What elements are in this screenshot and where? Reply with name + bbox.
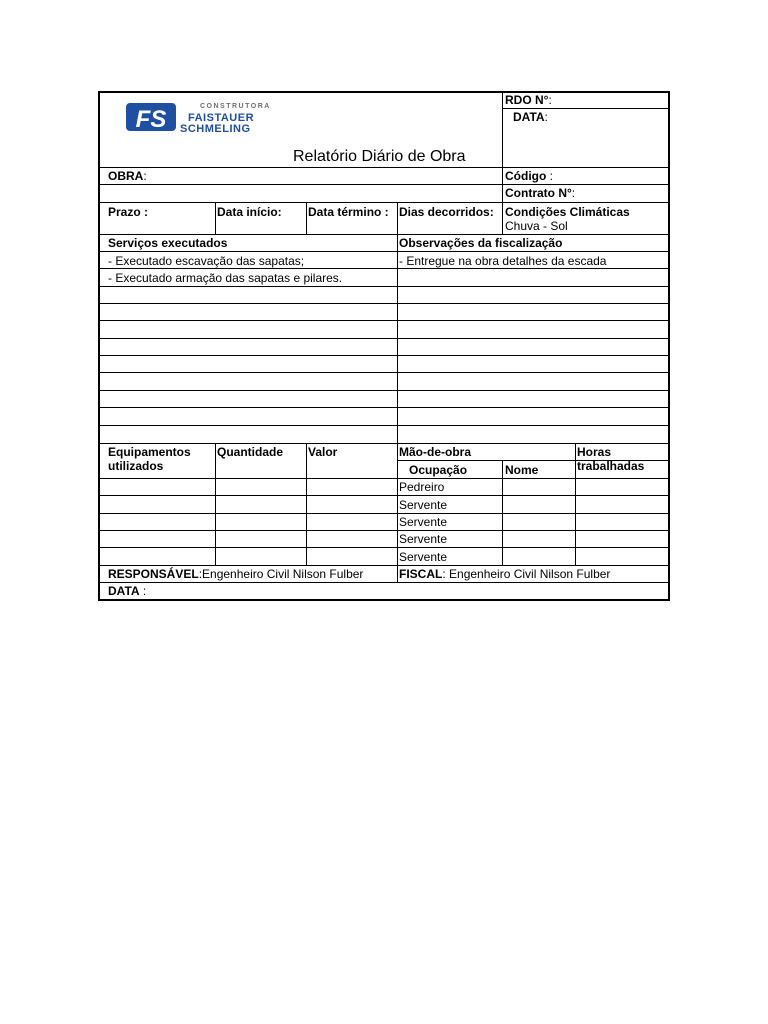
border-top bbox=[98, 91, 670, 93]
ocupacao-cell: Servente bbox=[399, 515, 448, 529]
obra-label: OBRA bbox=[108, 169, 144, 183]
responsavel-label: RESPONSÁVEL bbox=[108, 567, 199, 581]
rule bbox=[98, 390, 670, 391]
logo-mark-text: FS bbox=[135, 106, 167, 133]
rule bbox=[98, 184, 670, 185]
rule-v bbox=[502, 91, 503, 202]
rule bbox=[98, 407, 670, 408]
rule-v bbox=[306, 202, 307, 234]
responsavel-value: :Engenheiro Civil Nilson Fulber bbox=[198, 567, 364, 581]
ocupacao-header: Ocupação bbox=[409, 463, 468, 477]
footer-date-label: DATA bbox=[108, 584, 140, 598]
rule bbox=[98, 513, 670, 514]
equipamentos-header-line2: utilizados bbox=[108, 459, 164, 473]
date-colon: : bbox=[544, 110, 548, 124]
codigo-label: Código bbox=[505, 169, 547, 183]
nome-header: Nome bbox=[505, 463, 539, 477]
rule bbox=[98, 530, 670, 531]
logo-tagline: CONSTRUTORA bbox=[200, 103, 271, 110]
rule bbox=[98, 547, 670, 548]
codigo-colon: : bbox=[546, 169, 553, 183]
rule bbox=[98, 234, 670, 235]
observacoes-header: Observações da fiscalização bbox=[399, 236, 563, 250]
rule bbox=[98, 268, 670, 269]
obra-field bbox=[108, 169, 147, 183]
rule-v bbox=[306, 443, 307, 565]
logo-name-line2: SCHMELING bbox=[180, 123, 251, 135]
observacao-item: - Entregue na obra detalhes da escada bbox=[399, 254, 607, 268]
rule-v bbox=[575, 443, 576, 565]
rule bbox=[98, 303, 670, 304]
ocupacao-cell: Servente bbox=[399, 550, 448, 564]
quantidade-header: Quantidade bbox=[217, 445, 284, 459]
rule bbox=[98, 251, 670, 252]
condicoes-value: Chuva - Sol bbox=[505, 219, 568, 233]
rule-v bbox=[502, 460, 503, 565]
servico-item: - Executado armação das sapatas e pilares. bbox=[108, 271, 343, 285]
fiscal-label: FISCAL bbox=[399, 567, 443, 581]
footer-date-field bbox=[108, 584, 146, 598]
rule-v bbox=[397, 202, 398, 582]
page-title: Relatório Diário de Obra bbox=[293, 148, 466, 165]
horas-header-line2: trabalhadas bbox=[577, 459, 645, 473]
contrato-label: Contrato N° bbox=[505, 186, 572, 200]
horas-header bbox=[577, 445, 644, 473]
horas-header-line1: Horas bbox=[577, 445, 612, 459]
prazo-label: Prazo : bbox=[108, 205, 149, 219]
data-termino-label: Data término : bbox=[308, 205, 389, 219]
rule bbox=[98, 355, 670, 356]
rule-v bbox=[502, 202, 503, 234]
date-label: DATA bbox=[513, 110, 545, 124]
logo-name-line1: FAISTAUER bbox=[188, 112, 255, 124]
codigo-field bbox=[505, 169, 553, 183]
contrato-field bbox=[505, 186, 575, 200]
equipamentos-header-line1: Equipamentos bbox=[108, 445, 191, 459]
daily-report-form bbox=[98, 91, 670, 601]
rule bbox=[98, 565, 670, 566]
rule bbox=[98, 582, 670, 583]
rdo-number-field bbox=[505, 93, 552, 107]
valor-header: Valor bbox=[308, 445, 338, 459]
rule bbox=[98, 443, 670, 444]
data-inicio-label: Data início: bbox=[217, 205, 282, 219]
date-field bbox=[513, 110, 548, 124]
rdo-colon: : bbox=[548, 93, 552, 107]
rule bbox=[503, 108, 670, 109]
contrato-colon: : bbox=[571, 186, 576, 200]
rule bbox=[98, 495, 670, 496]
rule bbox=[98, 372, 670, 373]
rule bbox=[98, 167, 670, 168]
dias-decorridos-label: Dias decorridos: bbox=[399, 205, 494, 219]
company-logo bbox=[126, 101, 276, 135]
logo-graphic bbox=[126, 101, 276, 135]
rule bbox=[98, 338, 670, 339]
ocupacao-cell: Servente bbox=[399, 532, 448, 546]
rule bbox=[98, 478, 670, 479]
ocupacao-cell: Pedreiro bbox=[399, 480, 445, 494]
servicos-header: Serviços executados bbox=[108, 236, 228, 250]
servico-item: - Executado escavação das sapatas; bbox=[108, 254, 305, 268]
border-bottom bbox=[98, 599, 670, 601]
rule-v bbox=[215, 202, 216, 234]
responsavel-field bbox=[108, 567, 363, 581]
rule bbox=[98, 286, 670, 287]
mao-de-obra-header: Mão-de-obra bbox=[399, 445, 471, 459]
rule-v bbox=[215, 443, 216, 565]
equipamentos-header bbox=[108, 445, 191, 473]
condicoes-label: Condições Climáticas bbox=[505, 205, 630, 219]
rule bbox=[98, 202, 670, 203]
rule bbox=[98, 425, 670, 426]
rule bbox=[98, 320, 670, 321]
fiscal-field bbox=[399, 567, 610, 581]
fiscal-value: : Engenheiro Civil Nilson Fulber bbox=[442, 567, 611, 581]
rdo-label: RDO N° bbox=[505, 93, 549, 107]
footer-date-colon: : bbox=[139, 584, 147, 598]
obra-colon: : bbox=[143, 169, 147, 183]
ocupacao-cell: Servente bbox=[399, 498, 448, 512]
